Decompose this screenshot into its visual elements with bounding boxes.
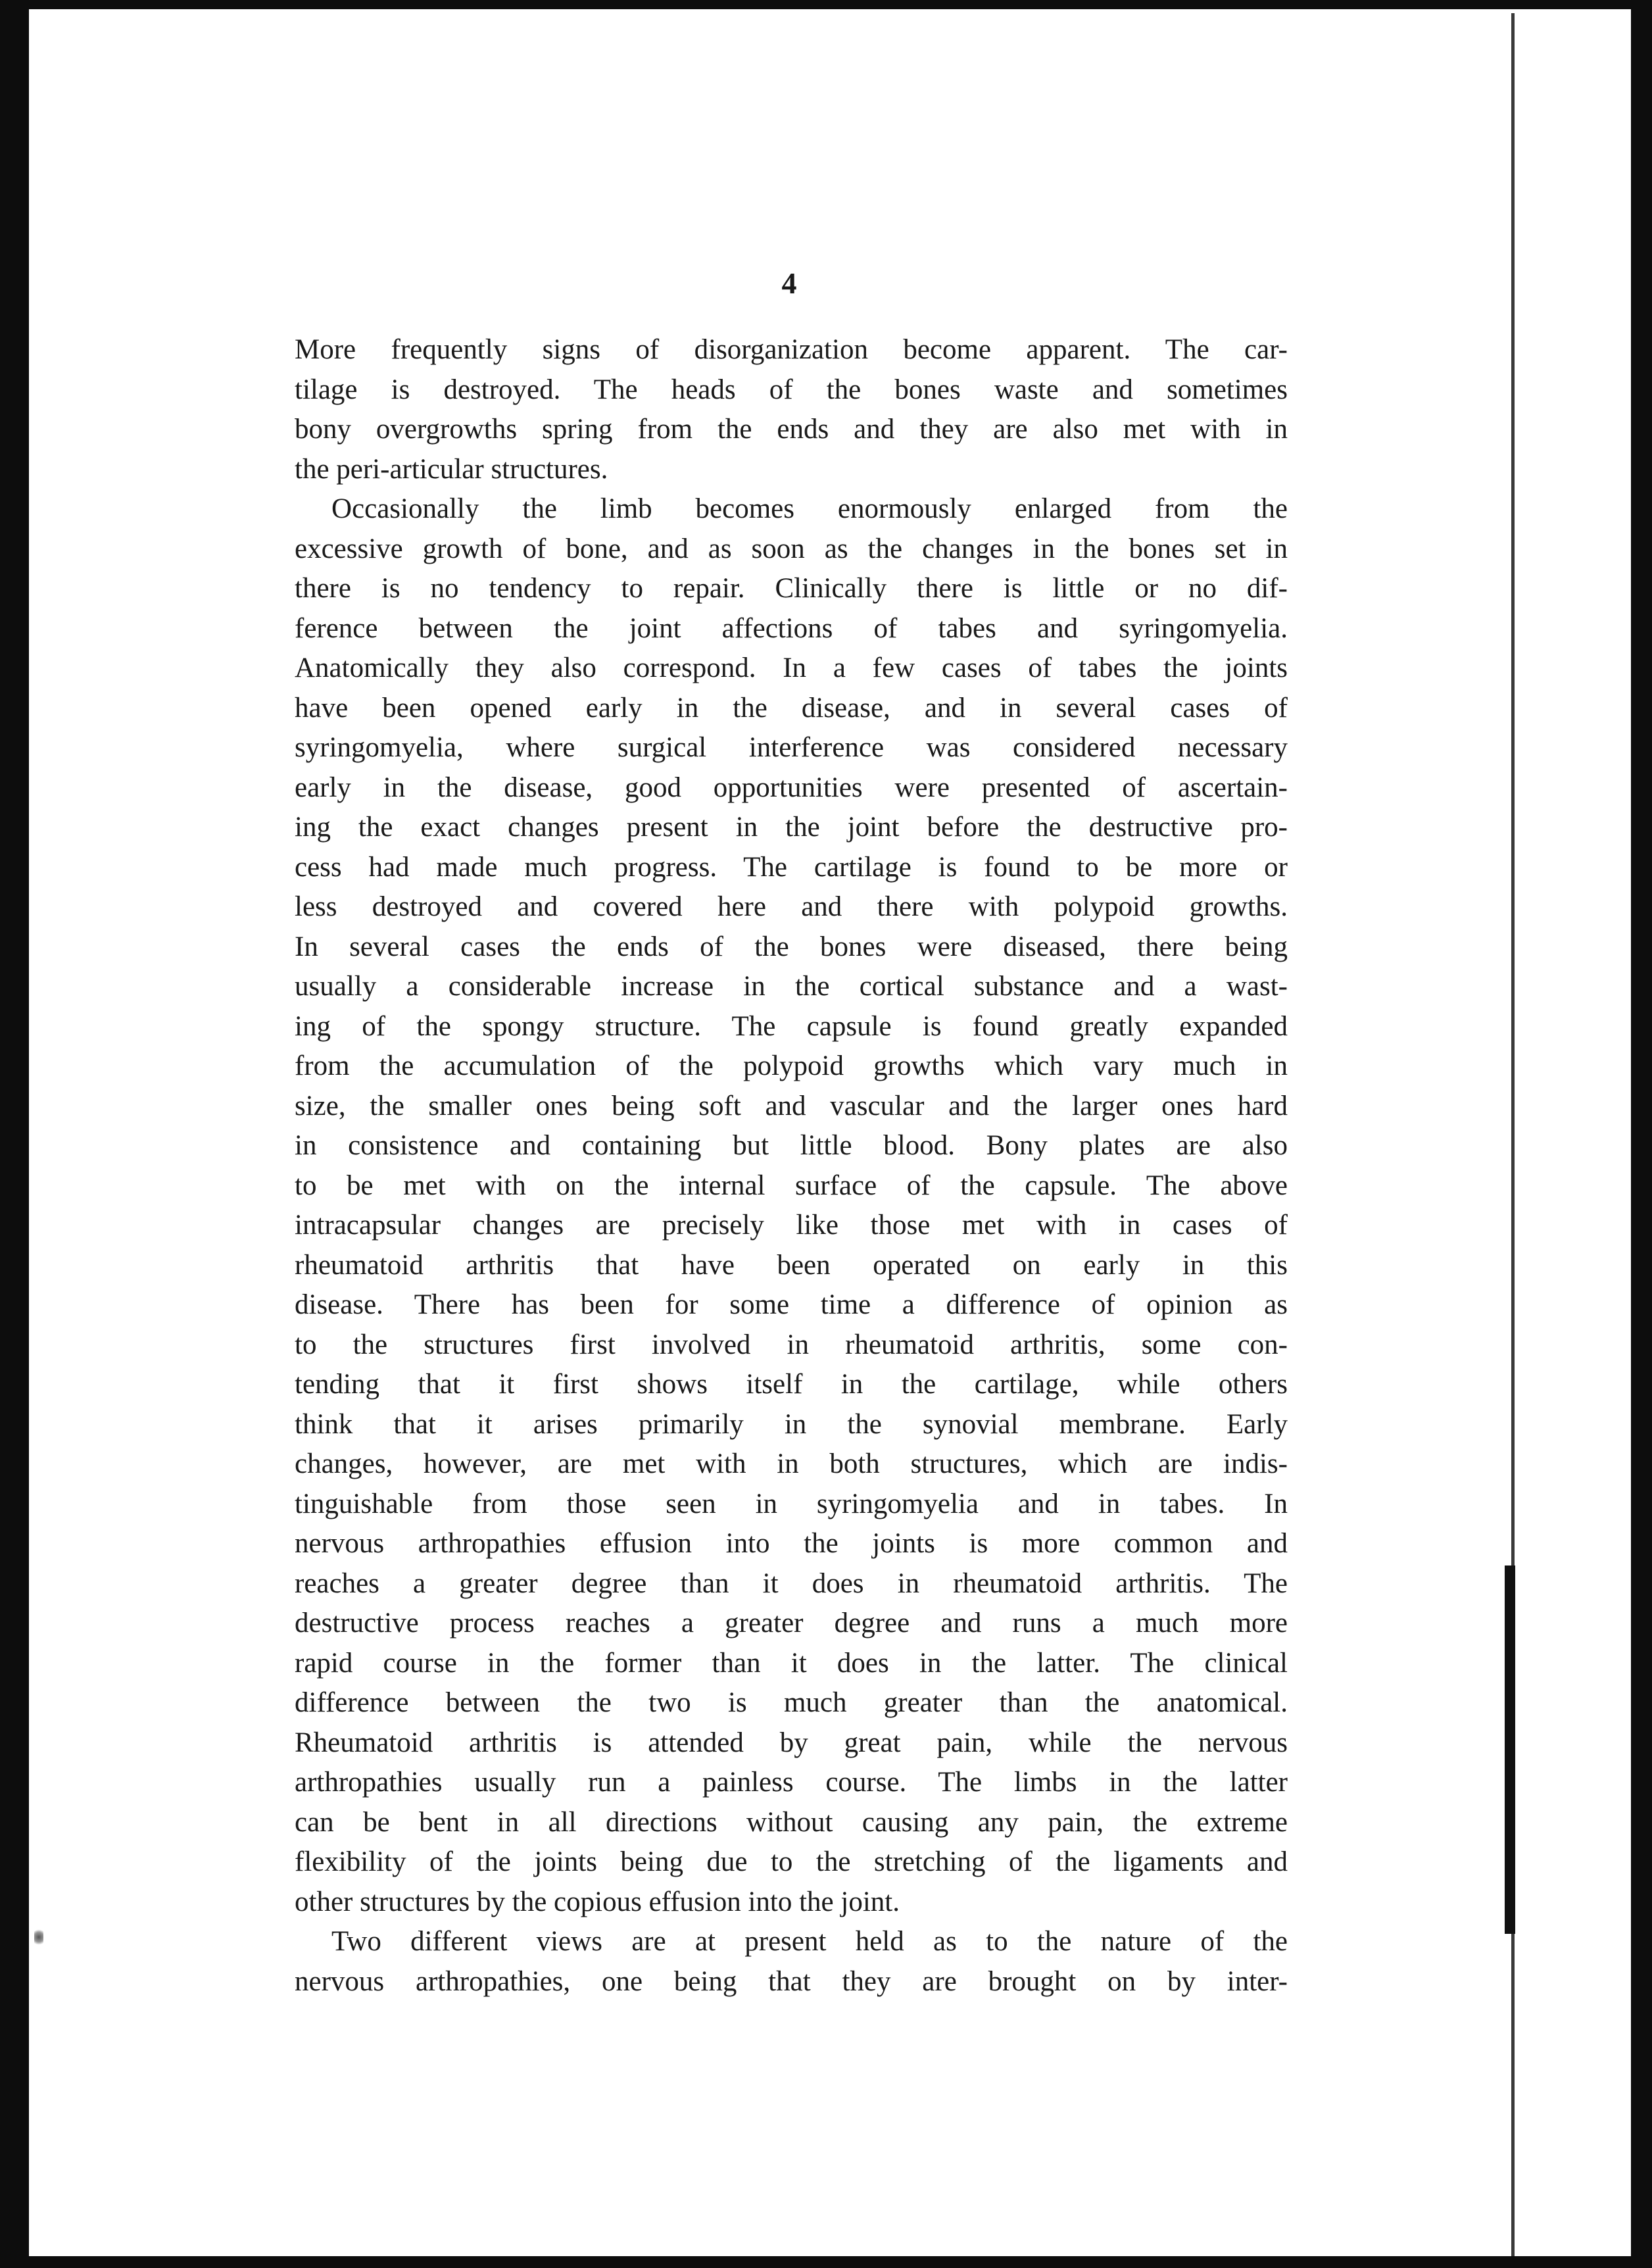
text-line: usually a considerable increase in the cortical substance and a wast- [295,971,1288,1002]
text-line: reaches a greater degree than it does in rheumatoid arthritis. The [295,1567,1288,1599]
text-line: excessive growth of bone, and as soon as the changes in the bones set in [295,533,1288,564]
text-line: tilage is destroyed. The heads of the bones waste and sometimes [295,374,1288,405]
text-line: can be bent in all directions without causing any pain, the extreme [295,1806,1288,1838]
text-line: changes, however, are met with in both structures, which are indis- [295,1448,1288,1479]
text-line: there is no tendency to repair. Clinically there is little or no dif- [295,573,1288,604]
body-text [295,330,1288,2002]
text-line: other structures by the copious effusion into the joint. [295,1886,900,1917]
text-line: bony overgrowths spring from the ends and they are also met with in [295,414,1288,445]
text-line: disease. There has been for some time a difference of opinion as [295,1289,1288,1320]
page-number: 4 [781,266,797,300]
text-line: nervous arthropathies, one being that they are brought on by inter- [295,1965,1288,1997]
text-line: Rheumatoid arthritis is attended by great pain, while the nervous [295,1727,1288,1758]
text-line: More frequently signs of disorganization become apparent. The car- [295,334,1288,365]
text-line: In several cases the ends of the bones were diseased, there being [295,931,1288,962]
text-line: the peri-articular structures. [295,453,608,485]
text-line: nervous arthropathies effusion into the joints is more common and [295,1528,1288,1559]
text-line: destructive process reaches a greater degree and runs a much more [295,1608,1288,1639]
text-line: less destroyed and covered here and there with polypoid growths. [295,891,1288,922]
text-line: Occasionally the limb becomes enormously enlarged from the [331,493,1288,524]
scan-speck [34,1927,43,1947]
text-line: from the accumulation of the polypoid growths which vary much in [295,1050,1288,1081]
text-line: flexibility of the joints being due to the stretching of the ligaments and [295,1846,1288,1877]
text-line: rapid course in the former than it does in the latter. The clinical [295,1647,1288,1679]
text-line: arthropathies usually run a painless course. The limbs in the latter [295,1767,1288,1798]
text-line: tinguishable from those seen in syringomyelia and in tabes. In [295,1488,1288,1519]
scan-border-right [1631,0,1652,2268]
text-line: in consistence and containing but little blood. Bony plates are also [295,1130,1288,1161]
text-line: cess had made much progress. The cartilage is found to be more or [295,851,1288,883]
text-line: to the structures first involved in rheumatoid arthritis, some con- [295,1329,1288,1360]
text-line: early in the disease, good opportunities were presented of ascertain- [295,772,1288,803]
text-line: to be met with on the internal surface of the capsule. The above [295,1170,1288,1201]
text-line: ference between the joint affections of tabes and syringomyelia. [295,612,1288,644]
text-line: difference between the two is much greater than the anatomical. [295,1687,1288,1718]
text-line: tending that it first shows itself in the cartilage, while others [295,1369,1288,1400]
text-line: size, the smaller ones being soft and vascular and the larger ones hard [295,1090,1288,1122]
scan-border-top [0,0,1652,9]
text-line: intracapsular changes are precisely like those met with in cases of [295,1210,1288,1241]
text-line: have been opened early in the disease, and in several cases of [295,692,1288,724]
text-line: rheumatoid arthritis that have been operated on early in this [295,1249,1288,1281]
page-fold-shadow [1505,1565,1515,1934]
text-line: Anatomically they also correspond. In a few cases of tabes the joints [295,653,1288,683]
scan-border-bottom [0,2256,1652,2268]
text-line: think that it arises primarily in the synovial membrane. Early [295,1408,1288,1440]
scan-border-left [0,0,29,2268]
text-line: ing the exact changes present in the joint before the destructive pro- [295,812,1288,843]
text-line: ing of the spongy structure. The capsule is found greatly expanded [295,1010,1288,1042]
text-line: Two different views are at present held as to the nature of the [331,1926,1288,1957]
text-line: syringomyelia, where surgical interference was considered necessary [295,732,1288,763]
